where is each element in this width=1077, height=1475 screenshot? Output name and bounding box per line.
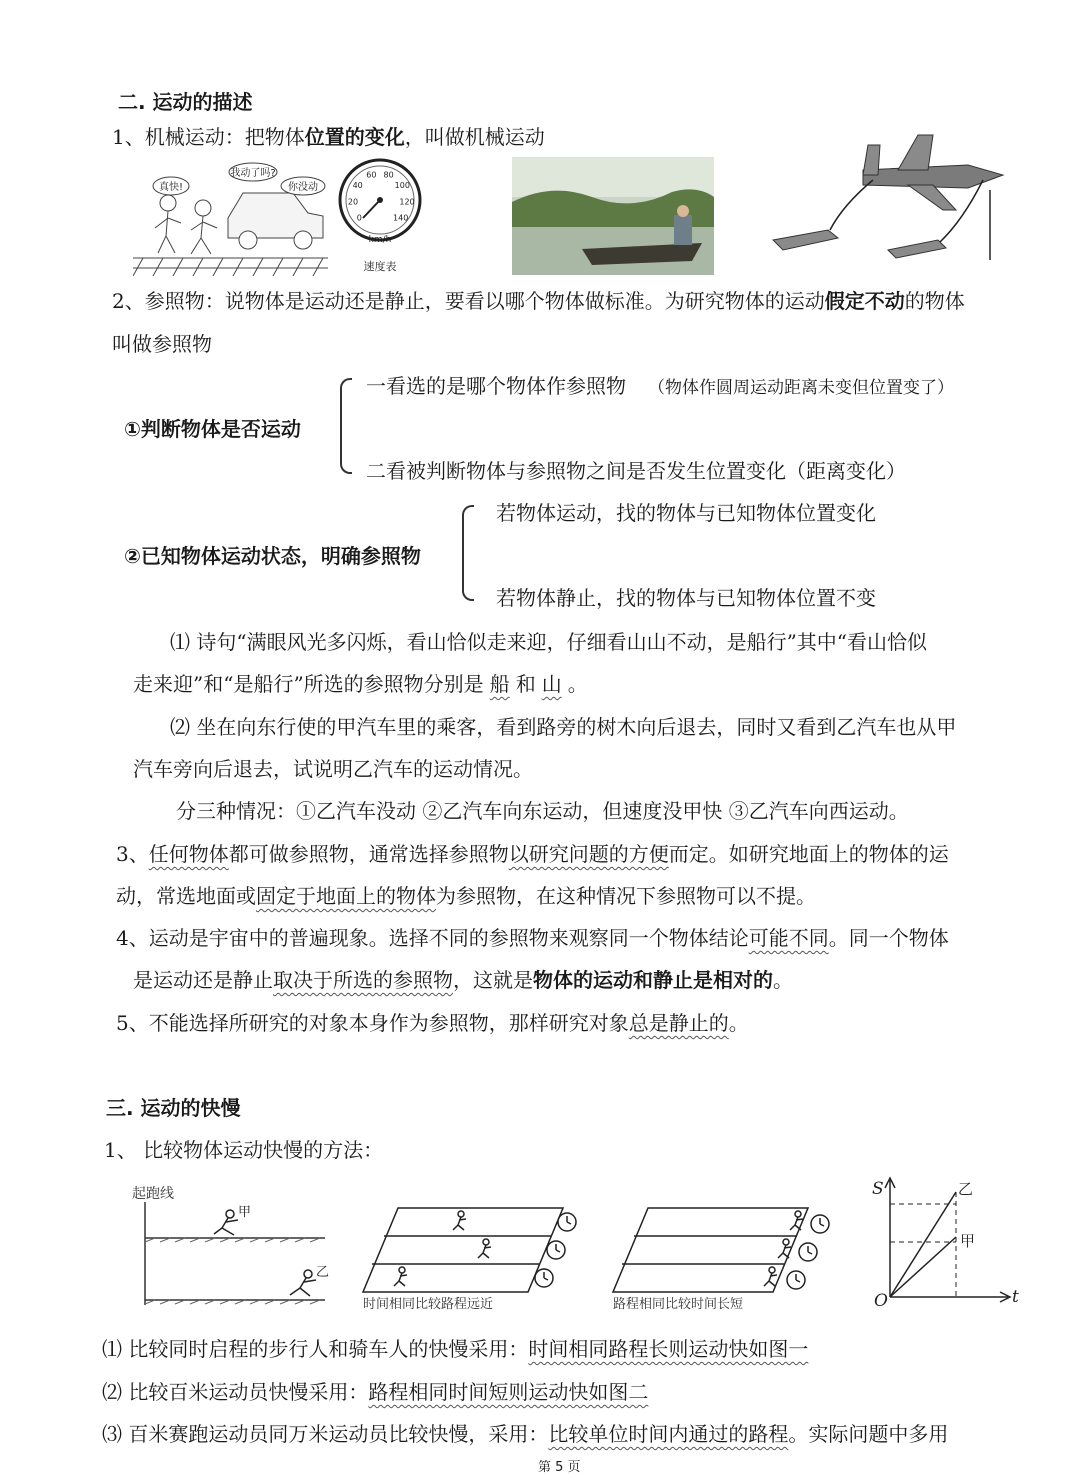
item4-line1: 4、运动是宇宙中的普遍现象。选择不同的参照物来观察同一个物体结论可能不同。同一个物体 [116, 926, 949, 950]
item3-line1: 3、任何物体都可做参照物，通常选择参照物以研究问题的方便而定。如研究地面上的物体的运 [116, 842, 949, 866]
example1-line1: ⑴ 诗句“满眼风光多闪烁，看山恰似走来迎，仔细看山山不动，是船行”其中“看山恰似 [170, 630, 928, 654]
known-line1: 若物体运动，找的物体与已知物体位置变化 [496, 501, 876, 525]
speed-tick-label: 40 [352, 180, 363, 190]
speedometer-unit: km/h [368, 235, 392, 245]
start-line-label: 起跑线 [132, 1186, 174, 1202]
boat-photo [512, 157, 714, 275]
speed-tick-label: 60 [366, 170, 377, 180]
speedometer-caption: 速度表 [363, 260, 397, 273]
example2-line2: 汽车旁向后退去，试说明乙汽车的运动情况。 [133, 757, 533, 781]
start-line-figure [130, 1180, 330, 1310]
graph-line-a: 乙 [958, 1180, 974, 1198]
graph-origin: O [874, 1291, 888, 1311]
question2: ⑵ 比较百米运动员快慢采用：路程相同时间短则运动快如图二 [102, 1380, 649, 1404]
speed-tick-label: 0 [356, 213, 362, 223]
st-graph-figure [868, 1172, 1028, 1312]
speed-tick-label: 80 [383, 170, 394, 180]
graph-x-axis: t [1012, 1287, 1019, 1307]
fig2-caption: 时间相同比较路程远近 [363, 1297, 494, 1312]
speed-tick-label: 20 [347, 197, 359, 207]
example2-answer: 分三种情况：①乙汽车没动 ②乙汽车向东运动，但速度没甲快 ③乙汽车向西运动。 [176, 799, 909, 823]
example1-line2: 走来迎”和“是船行”所选的参照物分别是 船 和 山 。 [133, 672, 588, 696]
item2-reference-line1: 2、参照物：说物体是运动还是静止，要看以哪个物体做标准。为研究物体的运动假定不动的物体 [112, 289, 965, 313]
judge-brace [340, 378, 352, 474]
known-line2: 若物体静止，找的物体与已知物体位置不变 [496, 586, 876, 610]
item3-line2: 动，常选地面或固定于地面上的物体为参照物，在这种情况下参照物可以不提。 [116, 884, 816, 908]
question1: ⑴ 比较同时启程的步行人和骑车人的快慢采用：时间相同路程长则运动快如图一 [102, 1337, 809, 1361]
graph-y-axis: S [872, 1179, 884, 1199]
item1-mechanical-motion: 1、机械运动：把物体位置的变化，叫做机械运动 [112, 125, 545, 149]
known-brace [462, 505, 474, 601]
section3-title: 三. 运动的快慢 [106, 1096, 241, 1120]
page-number: 第 5 页 [538, 1460, 581, 1475]
section2-title: 二. 运动的描述 [118, 90, 253, 114]
bubble-fast: 真快! [158, 182, 184, 193]
speedometer-illustration [338, 152, 422, 276]
speed-tick-label: 120 [399, 197, 415, 207]
bubble-you-didnt: 你没动 [288, 182, 318, 193]
cartoon-illustration [133, 158, 328, 276]
refueling-planes-illustration [768, 130, 1008, 265]
example2-line1: ⑵ 坐在向东行使的甲汽车里的乘客，看到路旁的树木向后退去，同时又看到乙汽车也从甲 [170, 715, 957, 739]
speed-tick-label: 140 [393, 213, 409, 223]
runner-b-label: 乙 [316, 1265, 330, 1280]
item4-line2: 是运动还是静止取决于所选的参照物，这就是物体的运动和静止是相对的。 [133, 968, 793, 992]
speed-tick-label: 100 [394, 180, 410, 190]
graph-line-b: 甲 [960, 1232, 976, 1250]
known-label: ②已知物体运动状态，明确参照物 [124, 544, 421, 568]
same-distance-figure [608, 1200, 838, 1315]
section3-item1: 1、 比较物体运动快慢的方法： [104, 1138, 384, 1162]
fig3-caption: 路程相同比较时间长短 [613, 1297, 744, 1312]
item5: 5、不能选择所研究的对象本身作为参照物，那样研究对象总是静止的。 [116, 1011, 749, 1035]
bubble-did-i-move: 我动了吗? [230, 168, 276, 179]
judge-line2: 二看被判断物体与参照物之间是否发生位置变化（距离变化） [366, 459, 906, 483]
runner-a-label: 甲 [238, 1205, 252, 1220]
same-time-figure [358, 1200, 593, 1315]
question3: ⑶ 百米赛跑运动员同万米运动员比较快慢，采用：比较单位时间内通过的路程。实际问题中多用 [102, 1422, 949, 1446]
item2-reference-line2: 叫做参照物 [112, 332, 212, 356]
judge-line1: 一看选的是哪个物体作参照物 （物体作圆周运动距离未变但位置变了） [366, 374, 954, 398]
judge-label: ①判断物体是否运动 [124, 417, 301, 441]
